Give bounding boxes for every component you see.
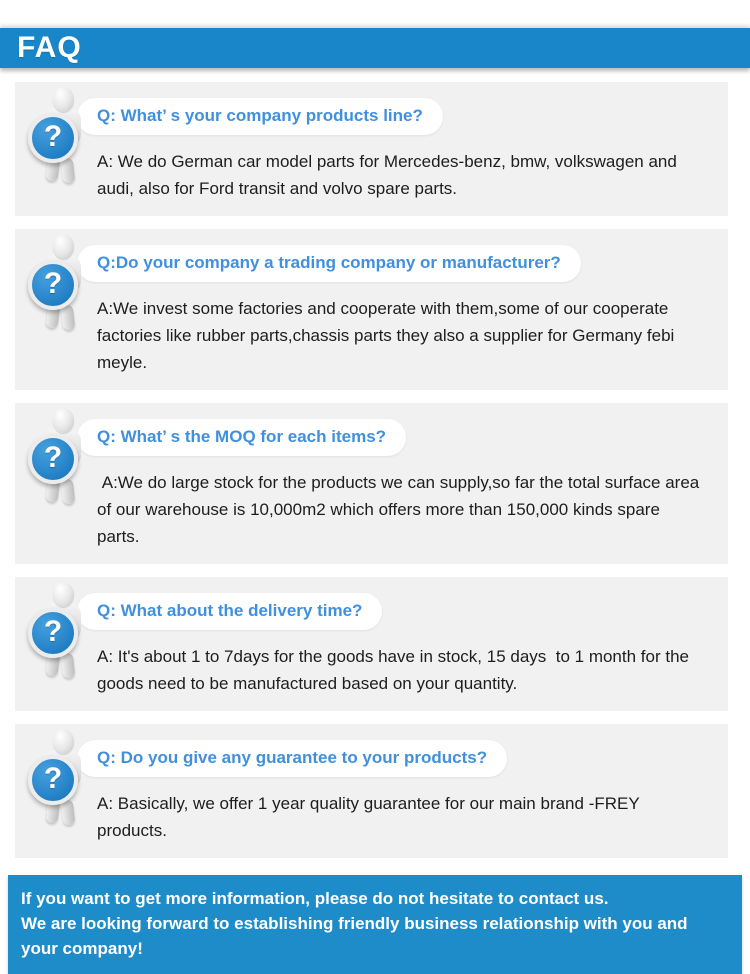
mascot-leg-right (61, 652, 76, 678)
question-text: Q: What’ s the MOQ for each items? (97, 427, 387, 446)
footer-banner (8, 875, 742, 974)
faq-item-2 (15, 229, 728, 390)
question-text: Q: Do you give any guarantee to your products? (97, 748, 488, 767)
answer-text: A: Basically, we offer 1 year quality guarantee for our main brand -FREY products. (97, 794, 645, 840)
footer-line-1: If you want to get more information, please do not hesitate to contact us. (21, 889, 609, 908)
faq-list (0, 82, 750, 858)
question-mark-glyph: ? (43, 119, 63, 153)
question-text: Q: What’ s your company products line? (97, 106, 423, 125)
answer-text: A:We do large stock for the products we can supply,so far the total surface area of our warehouse is 10,000m2 which offers more than 150,000 kinds spare parts. (97, 473, 704, 546)
mascot-head (53, 582, 74, 607)
question-sign-icon (28, 113, 78, 163)
faq-item-1 (15, 82, 728, 216)
mascot-head (53, 87, 74, 112)
mascot-leg-right (61, 478, 76, 504)
mascot-leg-right (61, 157, 76, 183)
question-bubble (77, 419, 406, 456)
question-mark-figure-icon (26, 729, 94, 825)
answer-text: A:We invest some factories and cooperate with them,some of our cooperate factories like rubber parts,chassis parts they also a supplier for Germany febi meyle. (97, 299, 680, 372)
faq-page (0, 28, 750, 958)
page-title: FAQ (17, 31, 82, 64)
question-sign-icon (28, 434, 78, 484)
question-text: Q:Do your company a trading company or manufacturer? (97, 253, 561, 272)
question-mark-glyph: ? (43, 266, 63, 300)
question-mark-glyph: ? (43, 614, 63, 648)
question-sign-icon (28, 755, 78, 805)
mascot-leg-right (61, 799, 76, 825)
answer-text: A: We do German car model parts for Mercedes-benz, bmw, volkswagen and audi, also for Ford transit and volvo spare parts. (97, 152, 682, 198)
question-text: Q: What about the delivery time? (97, 601, 363, 620)
question-bubble (77, 740, 507, 777)
question-bubble (77, 98, 443, 135)
question-sign-icon (28, 608, 78, 658)
faq-item-5 (15, 724, 728, 858)
mascot-leg-right (61, 304, 76, 330)
question-mark-figure-icon (26, 234, 94, 330)
mascot-head (53, 729, 74, 754)
question-bubble (77, 245, 581, 282)
question-mark-glyph: ? (43, 761, 63, 795)
question-bubble (77, 593, 382, 630)
mascot-head (53, 234, 74, 259)
faq-item-3 (15, 403, 728, 564)
question-sign-icon (28, 260, 78, 310)
mascot-head (53, 408, 74, 433)
question-mark-glyph: ? (43, 440, 63, 474)
question-mark-figure-icon (26, 582, 94, 678)
question-mark-figure-icon (26, 408, 94, 504)
question-mark-figure-icon (26, 87, 94, 183)
footer-line-2: We are looking forward to establishing friendly business relationship with you and your company! (21, 914, 688, 958)
faq-header-bar (0, 28, 750, 68)
answer-text: A: It's about 1 to 7days for the goods have in stock, 15 days to 1 month for the goods need to be manufactured based on your quantity. (97, 647, 694, 693)
faq-item-4 (15, 577, 728, 711)
